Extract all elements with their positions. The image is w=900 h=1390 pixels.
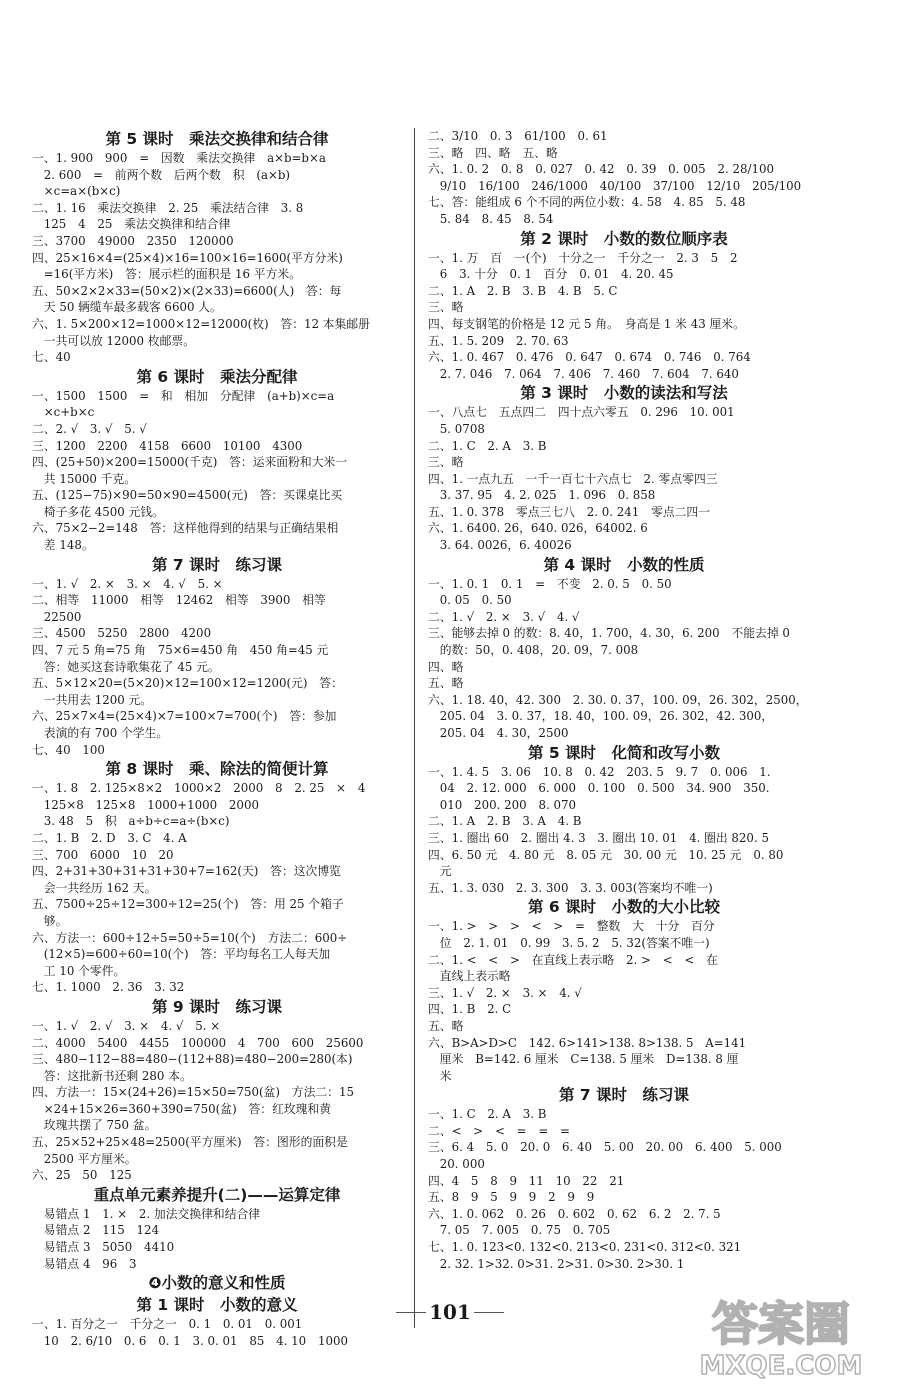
answer-line: 一、1. 8 2. 125×8×2 1000×2 2000 8 2. 25 × 4 (32, 781, 366, 796)
answer-line: 四、25×16×4=(25×4)×16=100×16=1600(平方分米) (32, 250, 343, 265)
answer-line: 厘米 B=142. 6 厘米 C=138. 5 厘米 D=138. 8 厘 (428, 1052, 739, 1067)
left-column (32, 128, 402, 1349)
answer-line: 三、1200 2200 4158 6600 10100 4300 (32, 438, 303, 453)
answer-line: 会一共经历 162 天。 (32, 880, 157, 895)
section-heading: 第 5 课时 化简和改写小数 (527, 743, 721, 762)
answer-line: 五、1. 3. 030 2. 3. 300 3. 3. 003(答案均不唯一) (428, 880, 713, 895)
answer-line: 3. 64. 0026，6. 40026 (428, 538, 572, 553)
answer-line: 三、略 (428, 300, 464, 315)
answer-line: 七、答：能组成 6 个不同的两位小数：4. 58 4. 85 5. 48 (428, 195, 746, 210)
answer-line: 一、1. 900 900 = 因数 乘法交换律 a×b=b×a (32, 151, 326, 165)
answer-line: 二、4000 5400 4455 100000 4 700 600 25600 (32, 1035, 364, 1050)
answer-line: 五、1. 5. 209 2. 70. 63 (428, 333, 569, 348)
answer-line: 一、1. 0. 1 0. 1 = 不变 2. 0. 5 0. 50 (428, 576, 672, 591)
answer-line: 五、略 (428, 676, 464, 691)
watermark-line2: MXQE.COM (699, 1351, 863, 1380)
answer-line: 6 3. 十分 0. 1 百分 0. 01 4. 20. 45 (428, 267, 674, 282)
answer-line: 六、B>A>D>C 142. 6>141>138. 8>138. 5 A=141 (428, 1035, 747, 1050)
answer-line: 20. 000 (428, 1157, 485, 1172)
answer-line: 位 2. 1. 01 0. 99 3. 5. 2 5. 32(答案不唯一) (428, 935, 710, 950)
answer-line: 三、4500 5250 2800 4200 (32, 626, 212, 641)
answer-line: 七、40 100 (32, 742, 105, 757)
answer-line: 二、< > < = = = (428, 1123, 570, 1138)
answer-line: 二、1. B 2. D 3. C 4. A (32, 830, 187, 845)
section-heading: 第 6 课时 乘法分配律 (136, 367, 298, 386)
answer-line: 椅子多花 4500 元钱。 (32, 504, 164, 519)
answer-line: 010 200. 200 8. 070 (428, 797, 576, 812)
answer-line: 五、8 9 5 9 9 2 9 9 (428, 1190, 595, 1205)
answer-line: 共 15000 千克。 (32, 471, 137, 486)
answer-line: 够。 (32, 913, 68, 928)
answer-line: 一、1. √ 2. √ 3. × 4. √ 5. × (32, 1018, 221, 1033)
answer-line: 天 50 辆缆车最多载客 6600 人。 (32, 300, 222, 315)
answer-line: ×24+15×26=360+390=750(盆) 答：红玫瑰和黄 (32, 1101, 332, 1116)
answer-line: 二、1. < < > 在直线上表示略 2. > < < 在 (428, 952, 718, 967)
answer-line: 二、1. A 2. B 3. B 4. B 5. C (428, 283, 618, 298)
answer-line: 易错点 1 1. × 2. 加法交换律和结合律 (32, 1206, 261, 1221)
answer-line: 五、1. 0. 378 零点三七八 2. 0. 241 零点二四一 (428, 504, 711, 519)
answer-line: 七、1. 0. 123<0. 132<0. 213<0. 231<0. 312<0. 321 (428, 1240, 742, 1255)
watermark-logo (676, 1288, 886, 1380)
answer-line: 三、能够去掉 0 的数：8. 40，1. 700，4. 30，6. 200 不能去掉 0 (428, 626, 790, 641)
answer-line: 五、5×12×20=(5×20)×12=100×12=1200(元) 答： (32, 676, 343, 691)
answer-line: 2. 600 = 前两个数 后两个数 积 (a×b) (32, 167, 291, 182)
answer-line: 四、7 元 5 角=75 角 75×6=450 角 450 角=45 元 (32, 643, 329, 658)
answer-line: 三、1. √ 2. × 3. × 4. √ (428, 985, 582, 1000)
answer-line: 二、相等 11000 相等 12462 相等 3900 相等 (32, 593, 326, 608)
answer-line: 四、1. 一点九五 一千一百七十六点七 2. 零点零四三 (428, 471, 718, 486)
section-heading: 第 9 课时 练习课 (151, 997, 283, 1016)
answer-line: 五、(125−75)×90=50×90=4500(元) 答：买课桌比买 (32, 488, 343, 503)
answer-line: 米 (428, 1068, 452, 1083)
answer-line: 答：她买这套诗歌集花了 45 元。 (32, 659, 220, 674)
answer-line: 一、1. √ 2. × 3. × 4. √ 5. × (32, 576, 223, 591)
answer-line: =16(平方米) 答：展示栏的面积是 16 平方米。 (32, 267, 301, 282)
answer-line: 工 10 个零件。 (32, 963, 126, 978)
answer-line: 一、1. > > > < > = 整数 大 十分 百分 (428, 919, 715, 934)
answer-line: 一、1. 百分之一 千分之一 0. 1 0. 01 0. 001 (32, 1317, 303, 1332)
section-heading: 第 8 课时 乘、除法的简便计算 (105, 760, 329, 779)
answer-line: 四、2+31+30+31+31+30+7=162(天) 答：这次博览 (32, 864, 341, 879)
answer-line: 一、1. 万 百 一(个) 十分之一 千分之一 2. 3 5 2 (428, 250, 738, 265)
answer-line: 表演的有 700 个学生。 (32, 726, 169, 740)
answer-line: 5. 84 8. 45 8. 54 (428, 211, 554, 226)
section-heading: 第 1 课时 小数的意义 (136, 1296, 298, 1315)
answer-line: 六、25 50 125 (32, 1168, 132, 1183)
answer-line: 一、1. C 2. A 3. B (428, 1107, 547, 1122)
answer-line: 易错点 2 115 124 (32, 1223, 160, 1238)
answer-line: 六、1. 0. 062 0. 26 0. 602 0. 62 6. 2 2. 7. 5 (428, 1206, 721, 1221)
answer-line: 易错点 4 96 3 (32, 1256, 137, 1271)
answer-line: 七、1. 1000 2. 36 3. 32 (32, 980, 185, 995)
section-heading: 第 2 课时 小数的数位顺序表 (520, 229, 728, 248)
answer-line: 三、略 四、略 五、略 (428, 145, 558, 160)
answer-line: 四、每支钢笔的价格是 12 元 5 角。 身高是 1 米 43 厘米。 (428, 316, 745, 331)
answer-line: 四、1. B 2. C (428, 1002, 512, 1017)
answer-line: 六、1. 5×200×12=1000×12=12000(枚) 答：12 本集邮册 (32, 316, 370, 331)
answer-line: 四、略 (428, 659, 464, 674)
answer-line: 0. 05 0. 50 (428, 593, 512, 608)
answer-line: 四、(25+50)×200=15000(千克) 答：运来面粉和大米一 (32, 455, 348, 470)
answer-line: 125×8 125×8 1000+1000 2000 (32, 797, 259, 812)
answer-line: 五、7500÷25÷12=300÷12=25(个) 答：用 25 个箱子 (32, 897, 344, 912)
column-divider (414, 128, 415, 1328)
answer-line: 四、4 5 8 9 11 10 22 21 (428, 1173, 625, 1188)
answer-line: 二、1. A 2. B 3. A 4. B (428, 814, 582, 829)
answer-line: 六、75×2−2=148 答：这样他得到的结果与正确结果相 (32, 521, 339, 536)
answer-line: 10 2. 6/10 0. 6 0. 1 3. 0. 01 85 4. 10 1000 (32, 1333, 348, 1348)
answer-line: 五、略 (428, 1018, 464, 1033)
answer-line: 三、1. 圈出 60 2. 圈出 4. 3 3. 圈出 10. 01 4. 圈出 820. 5 (428, 830, 769, 845)
section-heading: 第 5 课时 乘法交换律和结合律 (105, 130, 329, 148)
answer-line: 六、1. 0. 467 0. 476 0. 647 0. 674 0. 746 0. 764 (428, 350, 751, 365)
answer-line: 2. 32. 1>32. 0>31. 2>31. 0>30. 2>30. 1 (428, 1256, 685, 1271)
answer-line: 五、50×2×2×33=(50×2)×(2×33)=6600(人) 答：每 (32, 283, 342, 298)
answer-line: 205. 04 4. 30，2500 (428, 726, 569, 740)
answer-line: 五、25×52+25×48=2500(平方厘米) 答：图形的面积是 (32, 1135, 348, 1150)
answer-line: 9/10 16/100 246/1000 40/100 37/100 12/10 205/100 (428, 178, 802, 193)
section-heading: 重点单元素养提升(二)——运算定律 (93, 1185, 341, 1204)
answer-line: 三、3700 49000 2350 120000 (32, 233, 234, 248)
page-number-dash-right (474, 1312, 504, 1313)
answer-line: ×c+b×c (32, 405, 95, 420)
answer-line: 一、1. 4. 5 3. 06 10. 8 0. 42 203. 5 9. 7 0. 006 1. (428, 764, 771, 779)
page-number: 101 (429, 1300, 471, 1324)
answer-line: 七、40 (32, 350, 71, 365)
answer-line: 一共用去 1200 元。 (32, 692, 153, 707)
answer-line: 二、3/10 0. 3 61/100 0. 61 (428, 129, 608, 143)
answer-line: 205. 04 3. 0. 37，18. 40，100. 09，26. 302，42. 300， (428, 709, 774, 724)
answer-line: 元 (428, 864, 452, 879)
answer-line: 的数：50，0. 408，20. 09，7. 008 (428, 643, 639, 658)
answer-line: 一、1500 1500 = 和 相加 分配律 (a+b)×c=a (32, 388, 335, 403)
answer-line: 六、1. 0. 2 0. 8 0. 027 0. 42 0. 39 0. 005 2. 28/100 (428, 162, 774, 177)
watermark-line1: 答案圈 (712, 1297, 850, 1351)
answer-line: 2500 平方厘米。 (32, 1151, 137, 1166)
answer-line: 二、1. 16 乘法交换律 2. 25 乘法结合律 3. 8 (32, 200, 304, 215)
answer-line: 六、1. 6400. 26，640. 026，64002. 6 (428, 521, 648, 536)
answer-line: 差 148。 (32, 538, 94, 553)
section-heading: 第 4 课时 小数的性质 (543, 555, 705, 574)
answer-line: 三、700 6000 10 20 (32, 847, 174, 862)
answer-line: 22500 (32, 609, 82, 624)
answer-line: 四、方法一：15×(24+26)=15×50=750(盆) 方法二：15 (32, 1085, 354, 1100)
answer-line: 六、方法一：600÷12÷5=50÷5=10(个) 方法二：600÷ (32, 930, 348, 945)
answer-line: 六、1. 18. 40，42. 300 2. 30. 0. 37，100. 09，26. 302，2500， (428, 692, 808, 707)
answer-line: 直线上表示略 (428, 969, 511, 984)
answer-line: 二、1. √ 2. × 3. √ 4. √ (428, 609, 580, 624)
answer-line: (12×5)=600÷60=10(个) 答：平均每名工人每天加 (32, 947, 331, 962)
section-heading: 第 3 课时 小数的读法和写法 (520, 384, 728, 403)
answer-line: 04 2. 12. 000 6. 000 0. 100 0. 500 34. 900 350. (428, 781, 770, 796)
right-column (428, 128, 820, 1272)
answer-line: 二、1. C 2. A 3. B (428, 438, 547, 453)
section-heading: 第 6 课时 小数的大小比较 (527, 898, 721, 917)
answer-line: 三、480−112−88=480−(112+88)=480−200=280(本) (32, 1052, 353, 1067)
answer-line: 三、略 (428, 455, 464, 470)
answer-line: 3. 37. 95 4. 2. 025 1. 096 0. 858 (428, 488, 656, 503)
answer-line: 5. 0708 (428, 421, 485, 436)
section-heading: ❹小数的意义和性质 (148, 1274, 286, 1293)
answer-line: 三、6. 4 5. 0 20. 0 6. 40 5. 00 20. 00 6. 400 5. 000 (428, 1140, 782, 1155)
answer-line: 3. 48 5 积 a÷b÷c=a÷(b×c) (32, 814, 230, 829)
answer-line: 2. 7. 046 7. 064 7. 406 7. 460 7. 604 7. 640 (428, 366, 739, 381)
answer-line: 玫瑰共摆了 750 盆。 (32, 1118, 157, 1133)
answer-line: 答：这批新书还剩 280 本。 (32, 1068, 192, 1083)
answer-line: 四、6. 50 元 4. 80 元 8. 05 元 30. 00 元 10. 25 元 0. 80 (428, 847, 784, 862)
answer-line: 一、八点七 五点四二 四十点六零五 0. 296 10. 001 (428, 405, 735, 420)
section-heading: 第 7 课时 练习课 (558, 1086, 690, 1105)
answer-line: 六、25×7×4=(25×4)×7=100×7=700(个) 答：参加 (32, 709, 337, 724)
answer-line: ×c=a×(b×c) (32, 184, 121, 199)
answer-line: 易错点 3 5050 4410 (32, 1240, 175, 1255)
section-heading: 第 7 课时 练习课 (151, 555, 283, 574)
answer-line: 二、2. √ 3. √ 5. √ (32, 421, 147, 436)
answer-line: 一共可以放 12000 枚邮票。 (32, 333, 195, 348)
answer-line: 7. 05 7. 005 0. 75 0. 705 (428, 1223, 611, 1238)
answer-line: 125 4 25 乘法交换律和结合律 (32, 217, 231, 232)
